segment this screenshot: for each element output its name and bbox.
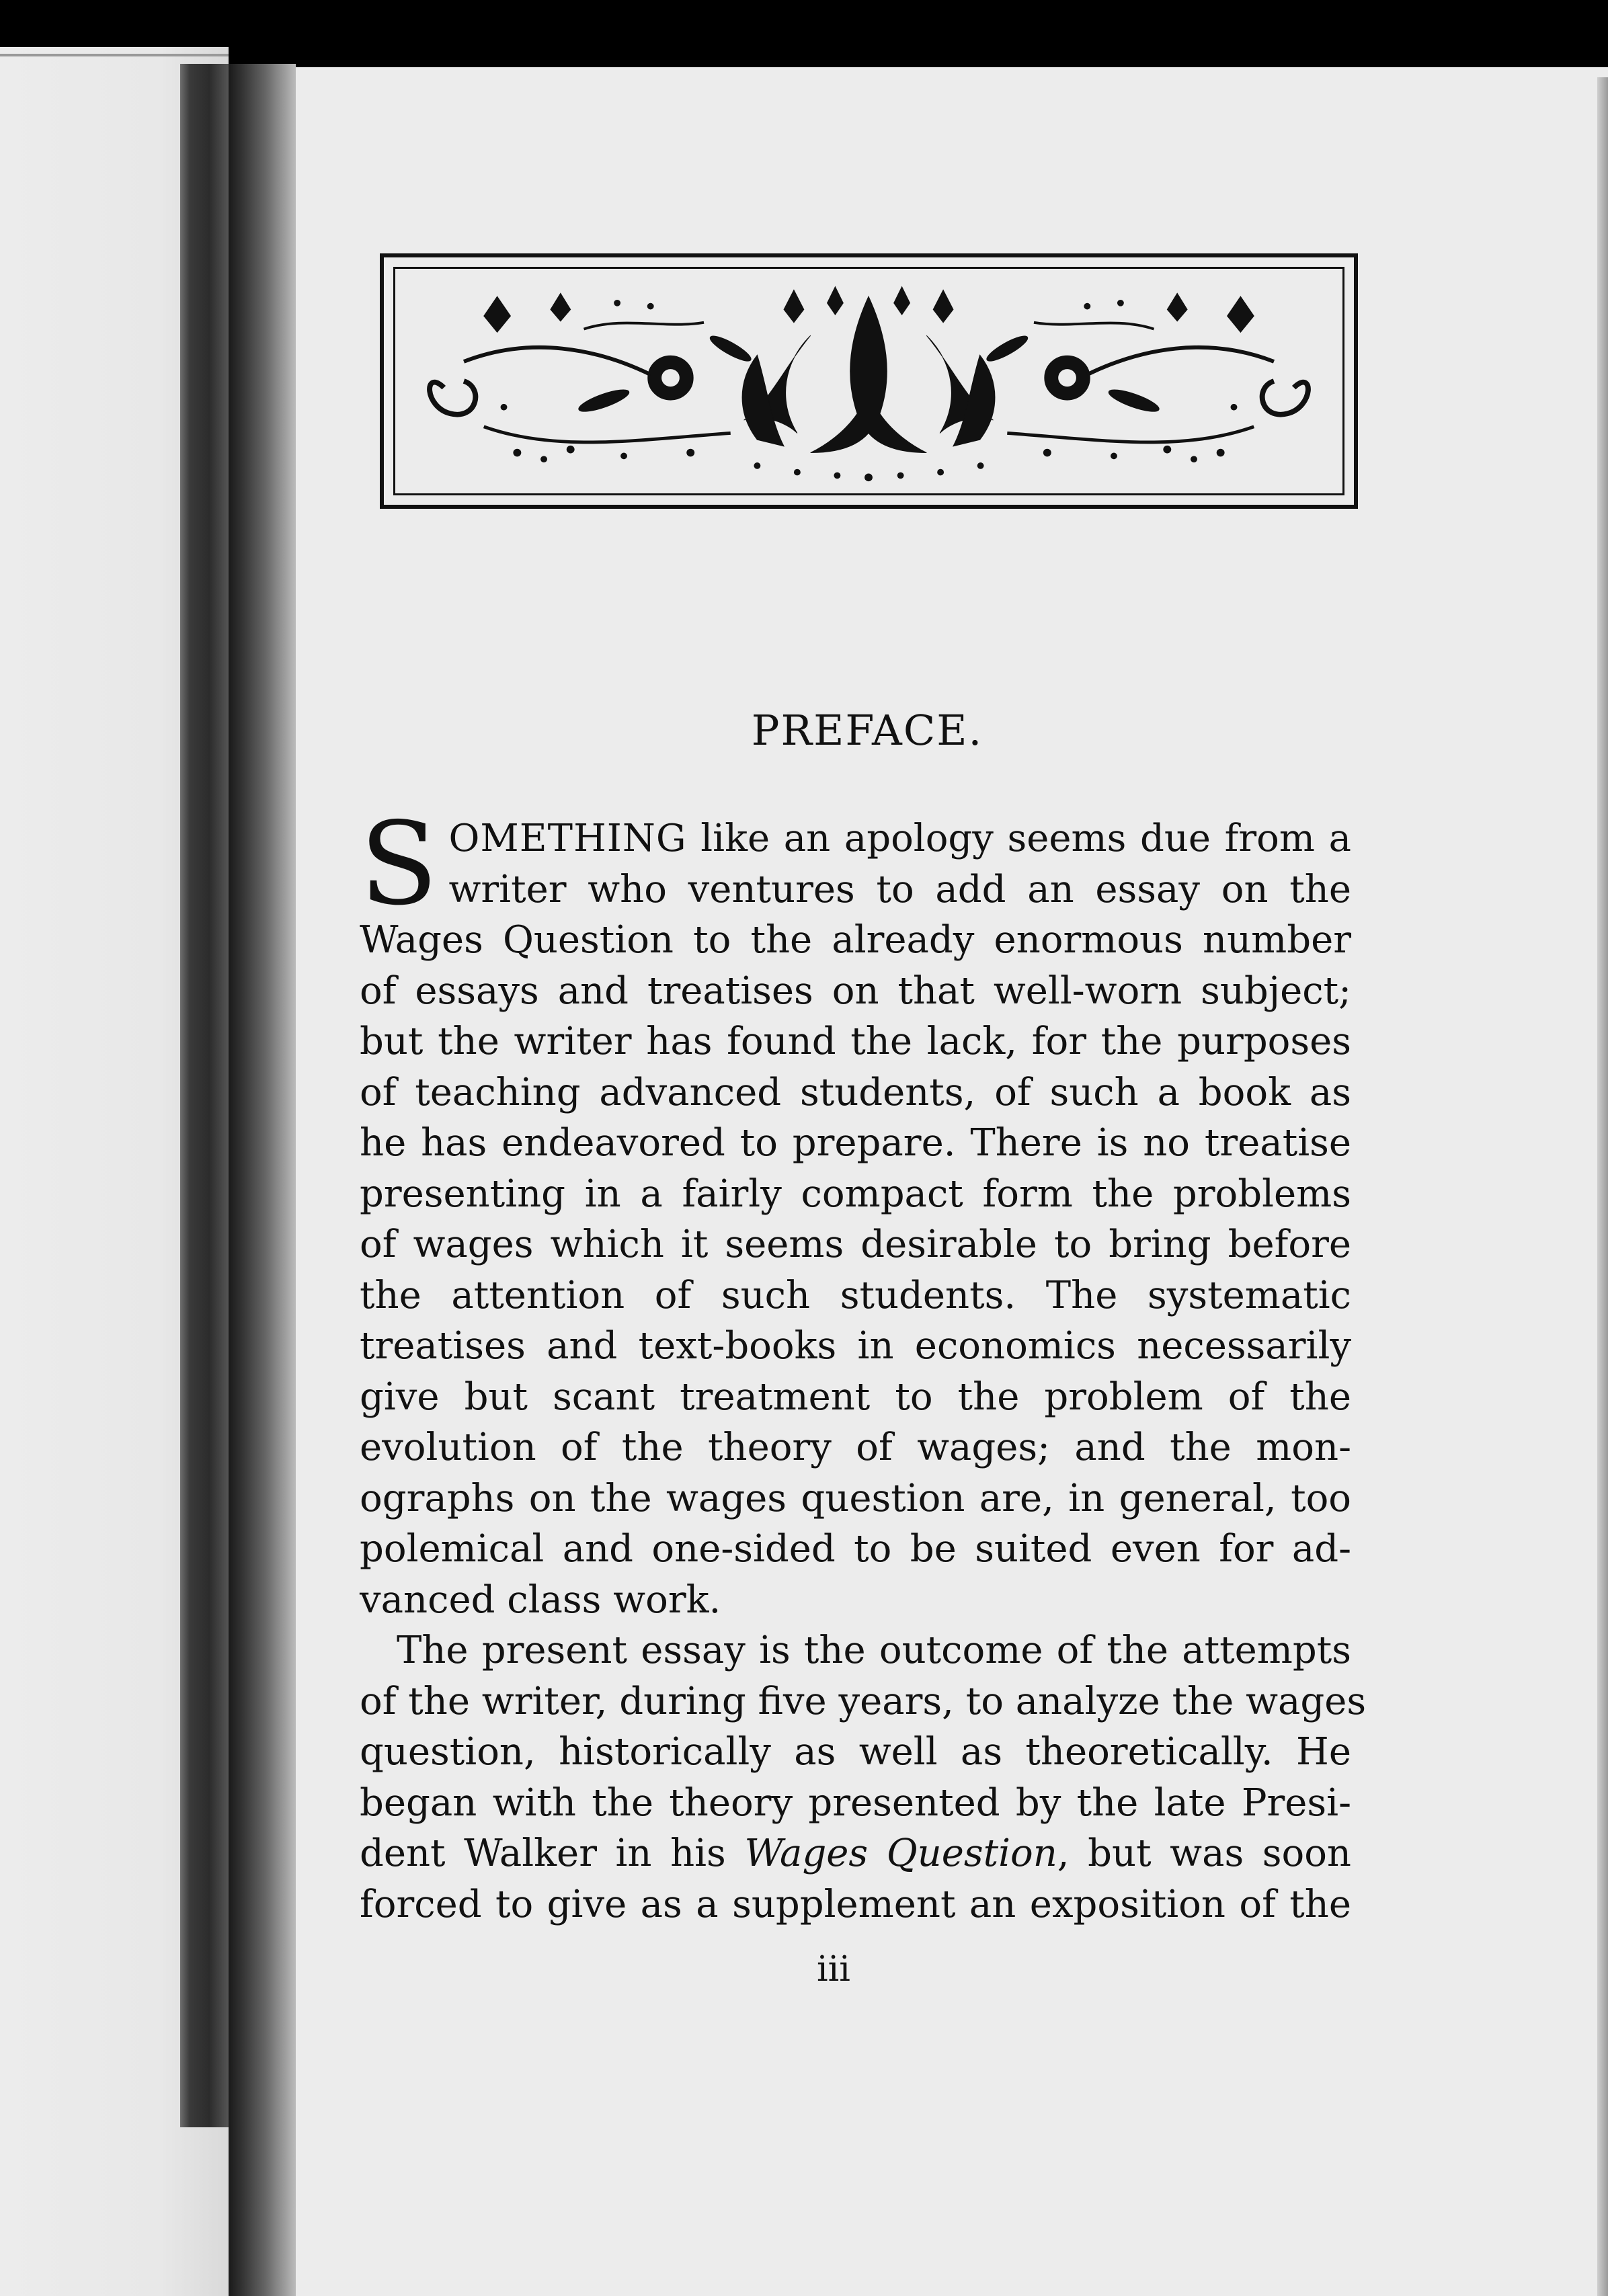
floral-ornament-icon: [384, 257, 1354, 505]
text-line: vanced class work.: [360, 1577, 721, 1622]
paragraph-1: [360, 798, 1351, 1625]
text-line: give but scant treatment to the problem of the: [360, 1375, 1351, 1419]
text-line: question, historically as well as theoretically. He: [360, 1730, 1351, 1774]
text-line: the attention of such students. The systematic: [360, 1273, 1351, 1317]
text-line: dent Walker in his Wages Question, but was soon: [360, 1832, 1351, 1875]
body-text: [360, 798, 1367, 1930]
book-title-italic: Wages Question: [744, 1832, 1057, 1875]
text-line: but the writer has found the lack, for the purposes: [360, 1020, 1351, 1063]
text-line: polemical and one-sided to be suited even for ad-: [360, 1527, 1351, 1571]
text-line: of the writer, during five years, to analyze the wages: [360, 1679, 1367, 1723]
text-line: began with the theory presented by the late Presi-: [360, 1780, 1351, 1825]
text-line: writer who ventures to add an essay on the: [448, 867, 1351, 911]
text-line: forced to give as a supplement an exposition of the: [360, 1882, 1351, 1926]
text-line: evolution of the theory of wages; and the mon-: [360, 1426, 1351, 1469]
text-line: ographs on the wages question are, in general, too: [360, 1476, 1351, 1520]
gutter-shadow: [229, 64, 296, 2296]
book-spine: [180, 64, 229, 2127]
text-line: The present essay is the outcome of the attempts: [397, 1629, 1351, 1672]
text-line: of wages which it seems desirable to bring before: [360, 1223, 1351, 1266]
paragraph-2: [360, 1625, 1367, 1930]
text-line: OMETHING like an apology seems due from a: [448, 817, 1351, 860]
text-line: he has endeavored to prepare. There is no treatise: [360, 1121, 1351, 1165]
page-title: PREFACE.: [751, 706, 983, 755]
right-page-edge: [1597, 77, 1608, 2296]
page-number: iii: [817, 1949, 850, 1990]
text-line: of essays and treatises on that well-worn subject;: [360, 969, 1351, 1013]
text-line: treatises and text-books in economics necessarily: [360, 1324, 1351, 1368]
drop-cap: S: [360, 798, 438, 931]
ornamental-headpiece: [380, 253, 1358, 509]
text-line: presenting in a fairly compact form the problems: [360, 1172, 1351, 1216]
text-line: Wages Question to the already enormous number: [360, 918, 1351, 962]
text-line: of teaching advanced students, of such a book as: [360, 1070, 1351, 1114]
